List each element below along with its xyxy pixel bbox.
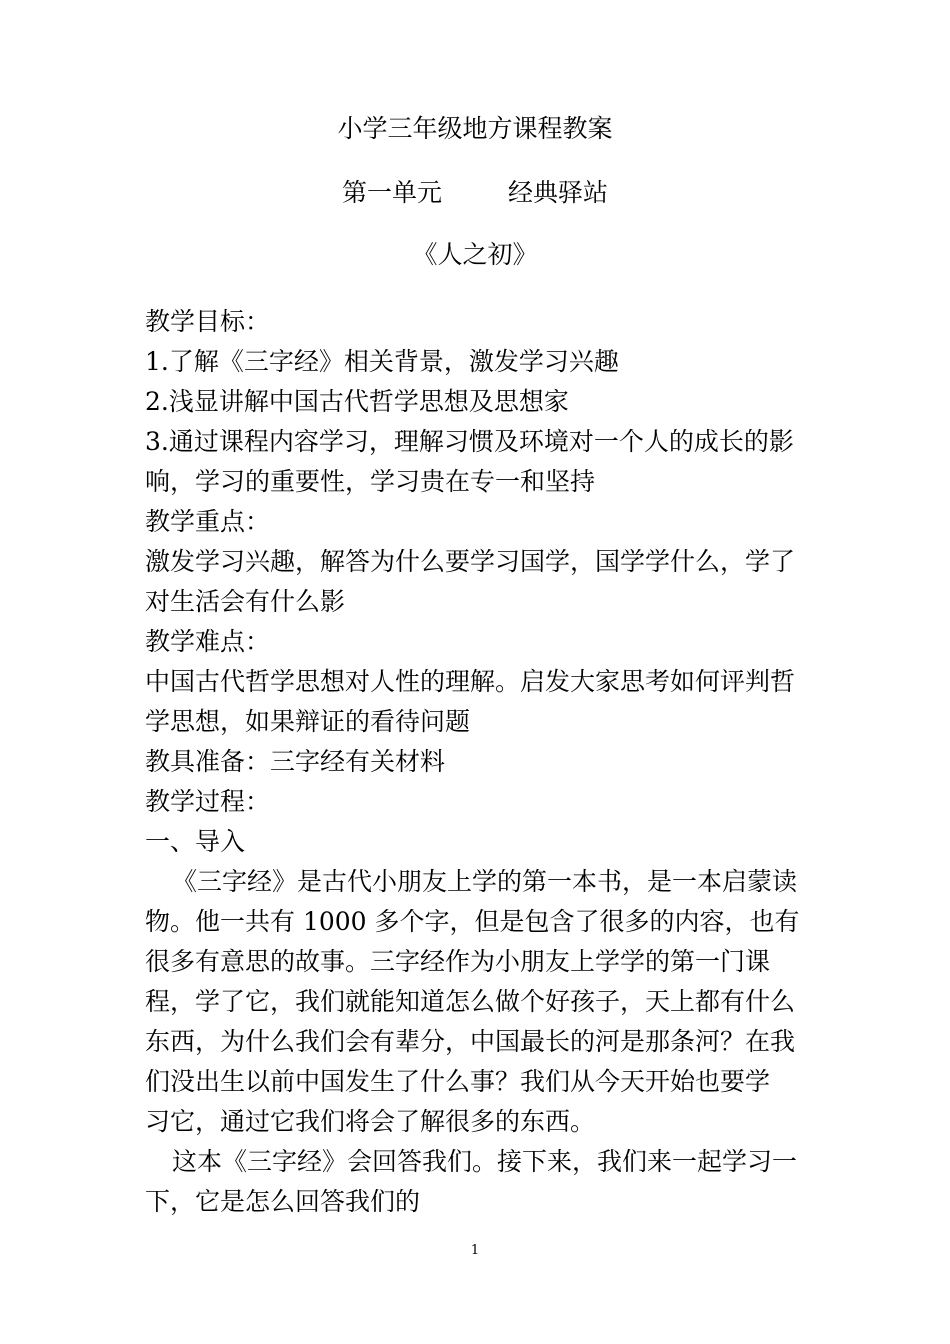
document-body bbox=[145, 302, 813, 1222]
process-heading: 教学过程： bbox=[145, 787, 271, 816]
key-points-text: 激发学习兴趣，解答为什么要学习国学，国学学什么，学了 bbox=[145, 547, 796, 576]
objective-item: 3.通过课程内容学习，理解习惯及环境对一个人的成长的影 bbox=[145, 427, 794, 456]
paragraph-line: 习它，通过它我们将会了解很多的东西。 bbox=[145, 1107, 596, 1136]
key-points-text: 对生活会有什么影 bbox=[145, 587, 346, 616]
difficulties-heading: 教学难点： bbox=[145, 627, 271, 656]
paragraph-line: 下，它是怎么回答我们的 bbox=[145, 1187, 421, 1216]
paragraph-line: 程，学了它，我们就能知道怎么做个好孩子，天上都有什么 bbox=[145, 987, 796, 1016]
objective-item: 2.浅显讲解中国古代哲学思想及思想家 bbox=[145, 387, 569, 416]
objectives-heading: 教学目标： bbox=[145, 307, 271, 336]
section-heading: 一、导入 bbox=[145, 827, 246, 856]
paragraph-line: 《三字经》是古代小朋友上学的第一本书，是一本启蒙读 bbox=[172, 867, 798, 896]
paragraph-line: 很多有意思的故事。三字经作为小朋友上学学的第一门课 bbox=[145, 947, 771, 976]
key-points-heading: 教学重点： bbox=[145, 507, 271, 536]
paragraph-line: 东西，为什么我们会有辈分，中国最长的河是那条河？在我 bbox=[145, 1027, 796, 1056]
document-title: 小学三年级地方课程教案 bbox=[337, 114, 613, 143]
paragraph-line: 这本《三字经》会回答我们。接下来，我们来一起学习一 bbox=[172, 1147, 798, 1176]
lesson-title: 《人之初》 bbox=[412, 240, 538, 269]
objective-item: 1.了解《三字经》相关背景，激发学习兴趣 bbox=[145, 347, 619, 376]
unit-heading bbox=[0, 178, 950, 208]
objective-item-continued: 响，学习的重要性，学习贵在专一和坚持 bbox=[145, 467, 596, 496]
materials-text: 教具准备：三字经有关材料 bbox=[145, 747, 446, 776]
difficulties-text: 中国古代哲学思想对人性的理解。启发大家思考如何评判哲 bbox=[145, 667, 796, 696]
page-number: 1 bbox=[470, 1243, 480, 1258]
paragraph-line: 物。他一共有 1000 多个字，但是包含了很多的内容，也有 bbox=[145, 907, 800, 936]
paragraph-line: 们没出生以前中国发生了什么事？我们从今天开始也要学 bbox=[145, 1067, 771, 1096]
difficulties-text: 学思想，如果辩证的看待问题 bbox=[145, 707, 471, 736]
unit-name: 经典驿站 bbox=[508, 178, 609, 207]
unit-number: 第一单元 bbox=[341, 178, 442, 207]
